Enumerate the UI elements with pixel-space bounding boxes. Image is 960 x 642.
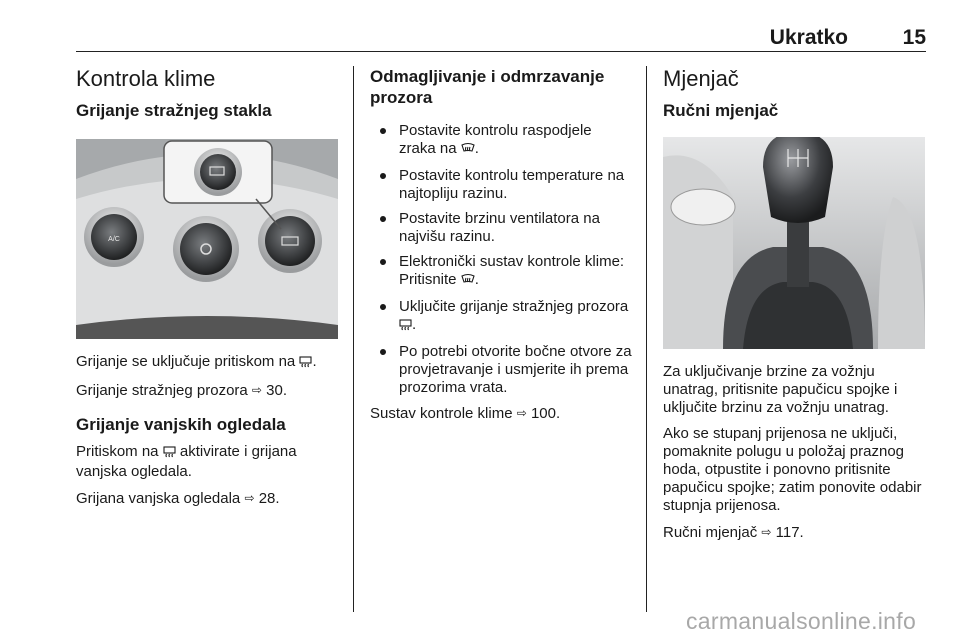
windscreen-defrost-icon [461,142,475,160]
heading-transmission: Mjenjač [663,66,739,91]
windscreen-defrost-icon [461,273,475,291]
ac-knob [84,207,144,267]
column-climate-control [76,66,338,508]
paragraph-heated-mirrors: Pritiskom na aktivirate i grijana vanjska ogledala. [76,443,297,480]
list-item: Postavite kontrolu raspodjele zraka na . [370,122,632,160]
climate-control-panel-image [76,139,338,339]
page-reference-link[interactable]: 30. [266,382,288,399]
heading-manual-transmission: Ručni mjenjač [663,101,779,120]
reference-arrow-icon: ⇨ [516,406,527,420]
section-title: Ukratko [769,26,848,49]
paragraph-gear-not-engaged: Ako se stupanj prijenosa ne uključi, pomaknite polugu u položaj praznog hoda, otpustite i ponovno pritisnite papučicu spojke; zatim ponovite odabir stupnja prijenosa. [663,425,922,514]
fan-knob [173,216,239,282]
reference-arrow-icon: ⇨ [244,491,255,505]
column-divider-2 [646,66,647,612]
reference-arrow-icon: ⇨ [761,525,772,539]
paragraph-climate-ref: Sustav kontrole klime ⇨ 100. [370,405,561,422]
gear-lever-image [663,137,925,349]
defrost-steps-list [370,122,632,397]
heading-rear-window-heating: Grijanje stražnjeg stakla [76,101,272,120]
list-item: Postavite kontrolu temperature na najtopliju razinu. [370,167,632,203]
column-defrost [370,66,632,423]
ac-label: A/C [108,236,120,243]
page-reference-link[interactable]: 100. [530,405,561,422]
temperature-knob [258,209,322,273]
page-header [76,26,926,50]
paragraph-reverse-gear: Za uključivanje brzine za vožnju unatrag, pritisnite papučicu spojke i uključite brzinu za vožnju unatrag. [663,363,898,416]
heading-defogging: Odmagljivanje i odmrzavanje prozora [370,67,605,107]
rear-window-heating-icon [399,318,412,336]
rear-window-heating-icon [163,445,176,463]
reference-arrow-icon: ⇨ [251,383,262,397]
paragraph-rear-heating-ref: Grijanje stražnjeg prozora ⇨ 30. [76,382,288,399]
column-divider-1 [353,66,354,612]
paragraph-heated-mirrors-ref: Grijana vanjska ogledala ⇨ 28. [76,490,280,507]
paragraph-rear-heating-on: Grijanje se uključuje pritiskom na . [76,353,338,373]
page-reference-link[interactable]: 28. [258,490,280,507]
header-rule [76,51,926,52]
column-transmission [663,66,925,542]
list-item: Uključite grijanje stražnjeg prozora . [370,298,632,336]
watermark: carmanualsonline.info [686,608,917,634]
list-item: Postavite brzinu ventilatora na najvišu razinu. [370,210,632,246]
heading-climate-control: Kontrola klime [76,66,216,91]
page-number: 15 [902,26,926,49]
rear-window-heating-icon [299,355,312,373]
page-reference-link[interactable]: 117. [775,524,804,541]
heading-heated-mirrors: Grijanje vanjskih ogledala [76,415,286,434]
list-item: Po potrebi otvorite bočne otvore za provjetravanje i usmjerite ih prema prozorima vrata. [370,343,632,397]
paragraph-manual-ref: Ručni mjenjač ⇨ 117. [663,524,804,541]
list-item: Elektronički sustav kontrole klime: Pritisnite . [370,253,632,291]
